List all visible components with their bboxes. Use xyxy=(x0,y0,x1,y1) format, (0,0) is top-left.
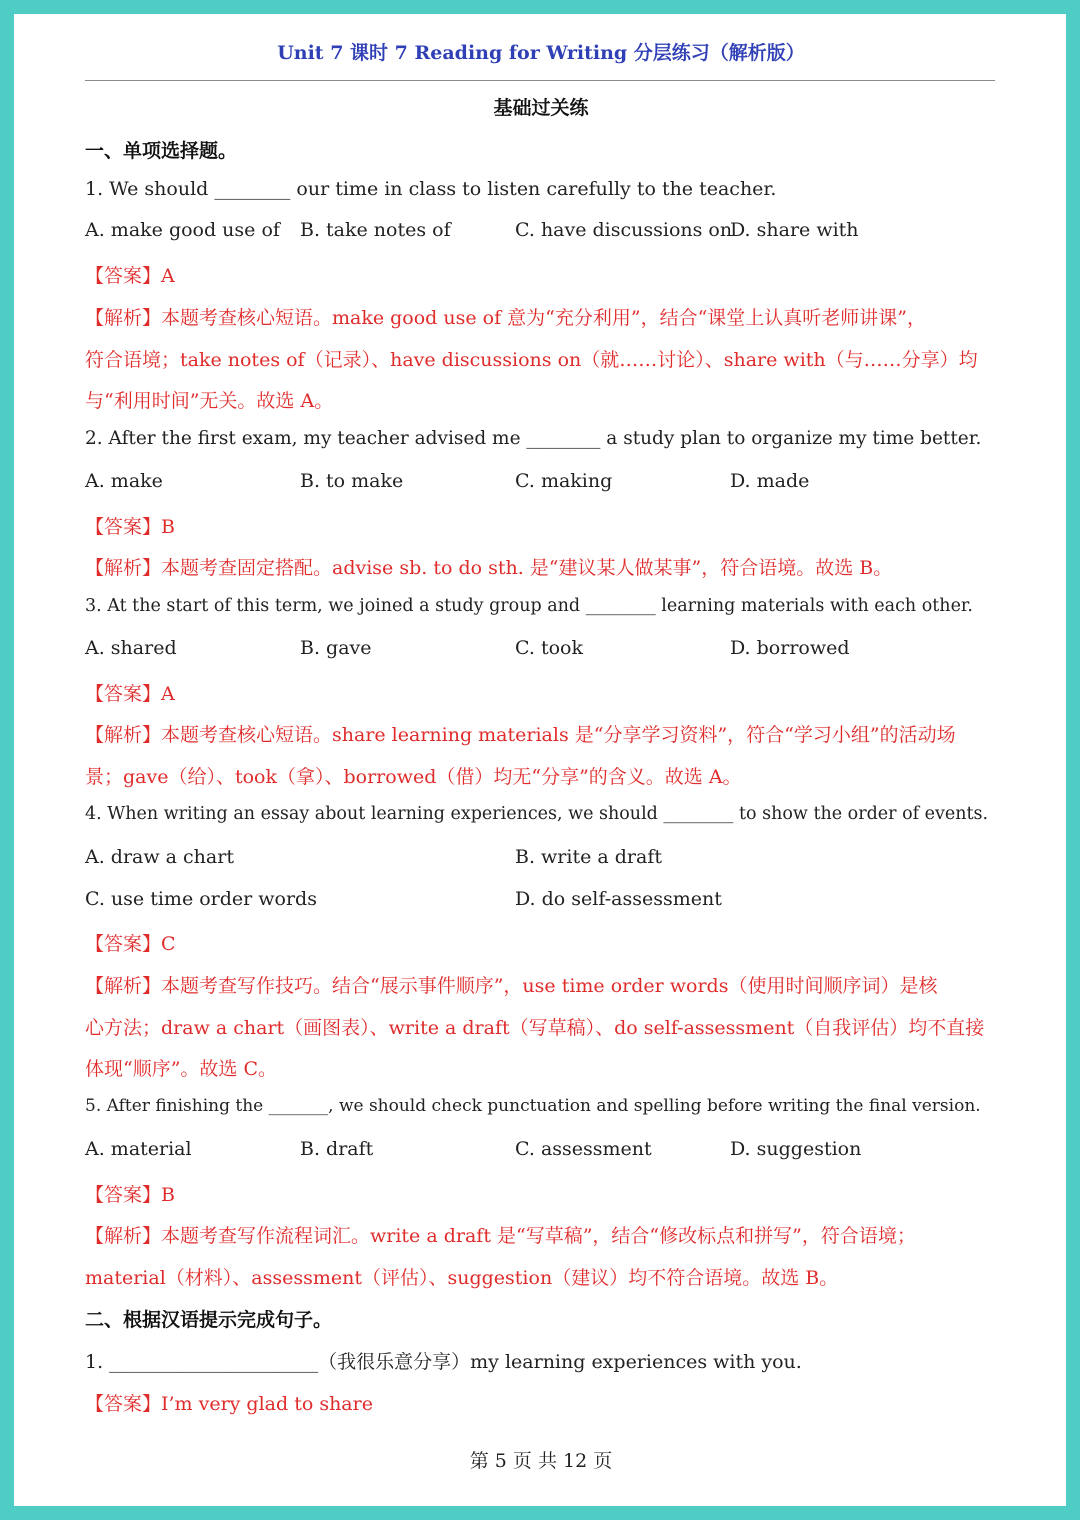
question-4-analysis-line: 心方法；draw a chart（画图表）、write a draft（写草稿）、do self-assessment（自我评估）均不直接 xyxy=(85,1017,985,1039)
question-1-analysis-line: 【解析】本题考查核心短语。make good use of 意为“充分利用”，结合“课堂上认真听老师讲课”， xyxy=(85,307,927,329)
section2-question-1-answer: 【答案】I’m very glad to share xyxy=(85,1393,373,1415)
question-2-answer: 【答案】B xyxy=(85,516,175,538)
section1-heading: 一、单项选择题。 xyxy=(85,140,238,162)
question-3-answer: 【答案】A xyxy=(85,683,175,705)
question-4-option-c: C. use time order words xyxy=(85,888,317,910)
header-divider xyxy=(85,80,995,81)
question-3-stem: 3. At the start of this term, we joined a study group and ________ learning materials with each other. xyxy=(85,596,973,616)
question-1-analysis-line: 符合语境；take notes of（记录）、have discussions on（就……讨论）、share with（与……分享）均 xyxy=(85,349,978,371)
question-3-option-c: C. took xyxy=(515,637,583,659)
question-5-option-d: D. suggestion xyxy=(730,1138,862,1160)
question-2-option-d: D. made xyxy=(730,470,810,492)
question-4-analysis-line: 体现“顺序”。故选 C。 xyxy=(85,1058,278,1080)
question-5-stem: 5. After finishing the _______, we should check punctuation and spelling before writing the final version. xyxy=(85,1096,981,1116)
question-4-analysis-line: 【解析】本题考查写作技巧。结合“展示事件顺序”，use time order words（使用时间顺序词）是核 xyxy=(85,975,938,997)
question-2-stem: 2. After the first exam, my teacher advised me ________ a study plan to organize my time better. xyxy=(85,428,982,449)
question-4-stem: 4. When writing an essay about learning experiences, we should ________ to show the order of events. xyxy=(85,804,989,824)
question-5-option-c: C. assessment xyxy=(515,1138,652,1160)
section-subtitle: 基础过关练 xyxy=(493,97,589,119)
question-4-option-b: B. write a draft xyxy=(515,846,662,868)
question-1-option-c: C. have discussions on xyxy=(515,219,733,241)
question-5-analysis-line: material（材料）、assessment（评估）、suggestion（建议）均不符合语境。故选 B。 xyxy=(85,1267,839,1289)
question-5-option-b: B. draft xyxy=(300,1138,374,1160)
question-5-analysis-line: 【解析】本题考查写作流程词汇。write a draft 是“写草稿”，结合“修改标点和拼写”，符合语境； xyxy=(85,1225,916,1247)
question-3-analysis-line: 【解析】本题考查核心短语。share learning materials 是“分享学习资料”，符合“学习小组”的活动场 xyxy=(85,724,956,746)
document-title: Unit 7 课时 7 Reading for Writing 分层练习（解析版） xyxy=(277,42,805,64)
question-1-option-a: A. make good use of xyxy=(85,219,280,241)
section2-heading: 二、根据汉语提示完成句子。 xyxy=(85,1309,333,1331)
question-4-option-d: D. do self-assessment xyxy=(515,888,722,910)
question-3-option-d: D. borrowed xyxy=(730,637,850,659)
question-1-answer: 【答案】A xyxy=(85,265,175,287)
question-2-option-c: C. making xyxy=(515,470,613,492)
question-2-analysis-line: 【解析】本题考查固定搭配。advise sb. to do sth. 是“建议某人做某事”，符合语境。故选 B。 xyxy=(85,557,893,579)
section2-question-1-stem: 1. ______________________（我很乐意分享）my learning experiences with you. xyxy=(85,1351,802,1373)
question-1-option-d: D. share with xyxy=(730,219,859,241)
page-number: 第 5 页 共 12 页 xyxy=(469,1450,613,1472)
question-3-option-b: B. gave xyxy=(300,637,372,659)
question-5-answer: 【答案】B xyxy=(85,1184,175,1206)
question-3-option-a: A. shared xyxy=(85,637,177,659)
question-1-analysis-line: 与“利用时间”无关。故选 A。 xyxy=(85,390,334,412)
question-2-option-a: A. make xyxy=(85,470,163,492)
question-5-option-a: A. material xyxy=(85,1138,192,1160)
question-1-option-b: B. take notes of xyxy=(300,219,451,241)
question-4-answer: 【答案】C xyxy=(85,933,176,955)
question-2-option-b: B. to make xyxy=(300,470,404,492)
question-1-stem: 1. We should ________ our time in class to listen carefully to the teacher. xyxy=(85,178,777,200)
question-4-option-a: A. draw a chart xyxy=(85,846,234,868)
question-3-analysis-line: 景；gave（给）、took（拿）、borrowed（借）均无“分享”的含义。故选 A。 xyxy=(85,766,742,788)
